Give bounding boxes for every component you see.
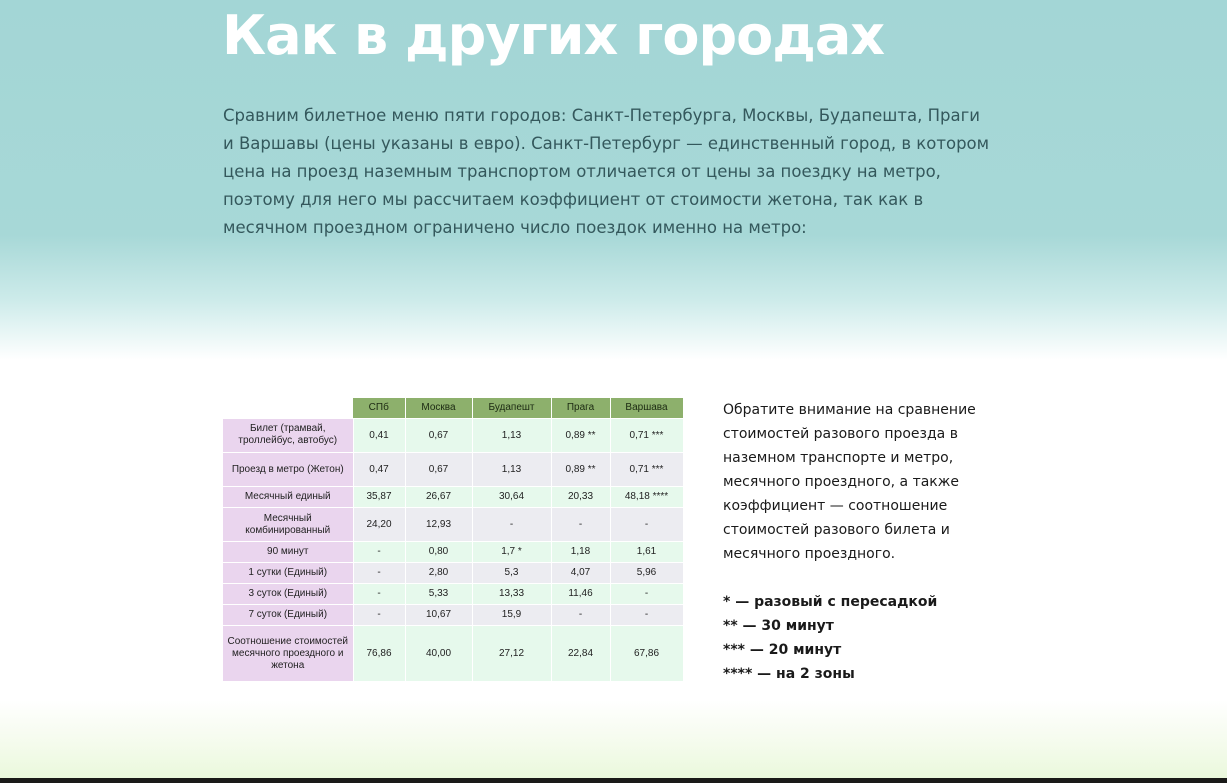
table-cell: 35,87 [353,487,405,508]
table-cell: 5,96 [610,563,683,584]
row-label: Месячный комбинированный [223,508,353,542]
table-cell: 0,41 [353,419,405,453]
table-cell: 22,84 [551,626,610,682]
table-cell: 27,12 [472,626,551,682]
table-cell: 76,86 [353,626,405,682]
table-row [223,626,683,682]
table-cell: 4,07 [551,563,610,584]
table-cell: 15,9 [472,605,551,626]
table-cell: - [610,605,683,626]
footnote: ** — 30 минут [723,618,834,634]
row-label: 1 сутки (Единый) [223,563,353,584]
table-cell: 0,80 [405,542,472,563]
side-paragraph: Обратите внимание на сравнение стоимостей разового проезда в наземном транспорте и метро, месячного проездного, а также коэффициент — соотношение стоимостей разового билета и месячного проездного. [723,402,976,562]
table-cell: 13,33 [472,584,551,605]
footnote: * — разовый с пересадкой [723,594,938,610]
table-cell: 1,61 [610,542,683,563]
table-cell: 11,46 [551,584,610,605]
table-cell: - [610,508,683,542]
table-row [223,584,683,605]
table-cell: 0,71 *** [610,453,683,487]
table-cell: 1,13 [472,453,551,487]
table-header-row [223,398,683,419]
page-title: Как в других городах [222,4,885,67]
table-cell: 0,47 [353,453,405,487]
table-cell: - [551,605,610,626]
table-cell: 40,00 [405,626,472,682]
column-header: Будапешт [472,398,551,419]
row-label: 7 суток (Единый) [223,605,353,626]
table-cell: - [353,563,405,584]
table-row [223,605,683,626]
table-cell: 5,33 [405,584,472,605]
table-cell: 0,67 [405,453,472,487]
table-cell: - [472,508,551,542]
table-row [223,563,683,584]
intro-paragraph: Сравним билетное меню пяти городов: Санкт-Петербурга, Москвы, Будапешта, Праги и Варшавы (цены указаны в евро). Санкт-Петербург — единственный город, в котором цена на проезд наземным транспортом отличается от цены за поездку на метро, поэтому для него мы рассчитаем коэффициент от стоимости жетона, так как в месячном проездном ограничено число поездок именно на метро: [223,106,990,237]
table-cell: 0,67 [405,419,472,453]
table-cell: 12,93 [405,508,472,542]
column-header: Варшава [610,398,683,419]
row-label: Проезд в метро (Жетон) [223,453,353,487]
table-cell: - [551,508,610,542]
table-cell: - [353,605,405,626]
column-header: СПб [353,398,405,419]
table-cell: 24,20 [353,508,405,542]
table-cell: 20,33 [551,487,610,508]
bottom-strip [0,778,1227,783]
table-cell: 30,64 [472,487,551,508]
table-cell: - [610,584,683,605]
table-cell: 0,89 ** [551,419,610,453]
row-label: Месячный единый [223,487,353,508]
row-label: 3 суток (Единый) [223,584,353,605]
table-cell: 1,7 * [472,542,551,563]
row-label: 90 минут [223,542,353,563]
column-header: Москва [405,398,472,419]
table-cell: 1,18 [551,542,610,563]
column-header: Прага [551,398,610,419]
side-note [723,398,993,686]
table-cell: 5,3 [472,563,551,584]
table-cell: 0,71 *** [610,419,683,453]
footnote: *** — 20 минут [723,642,842,658]
table-corner [223,398,353,419]
table-cell: 2,80 [405,563,472,584]
table-cell: 48,18 **** [610,487,683,508]
table-row [223,487,683,508]
footnote: **** — на 2 зоны [723,666,855,682]
table-cell: 1,13 [472,419,551,453]
table-cell: 10,67 [405,605,472,626]
table-cell: - [353,584,405,605]
table-cell: 26,67 [405,487,472,508]
table-row [223,453,683,487]
footnotes [723,590,993,686]
table-row [223,508,683,542]
table-cell: 0,89 ** [551,453,610,487]
table-row [223,419,683,453]
table-cell: 67,86 [610,626,683,682]
fare-comparison-table [223,398,684,682]
row-label: Билет (трамвай, троллейбус, автобус) [223,419,353,453]
row-label: Соотношение стоимостей месячного проездного и жетона [223,626,353,682]
table-cell: - [353,542,405,563]
table-row [223,542,683,563]
